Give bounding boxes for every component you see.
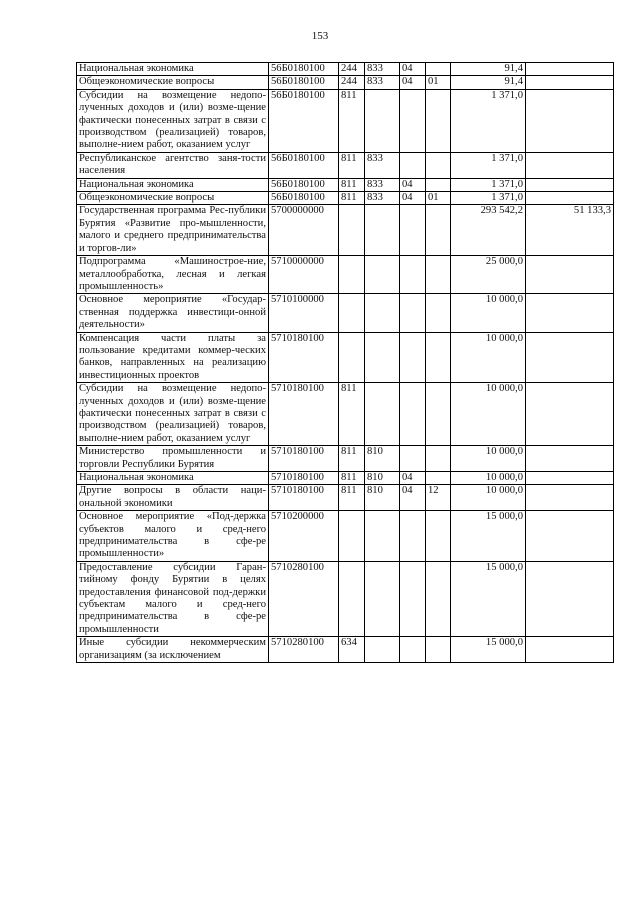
row-name-cell: Подпрограмма «Машинострое-ние, металлообработка, лесная и легкая промышленность»: [77, 256, 269, 294]
section-cell: [400, 511, 426, 562]
amount-cell: 25 000,0: [451, 256, 526, 294]
subsection-cell: [426, 332, 451, 383]
section-cell: [400, 256, 426, 294]
amount-extra-cell: [526, 511, 614, 562]
amount-extra-cell: [526, 192, 614, 205]
amount-cell: 15 000,0: [451, 511, 526, 562]
administrator-cell: [365, 561, 400, 636]
subsection-cell: [426, 383, 451, 446]
amount-cell: 91,4: [451, 76, 526, 89]
row-name-cell: Компенсация части платы за пользование кредитами коммер-ческих банков, направленных на реализацию инвестиционных проектов: [77, 332, 269, 383]
amount-cell: 15 000,0: [451, 561, 526, 636]
amount-cell: 15 000,0: [451, 637, 526, 663]
subsection-cell: 12: [426, 485, 451, 511]
section-cell: [400, 383, 426, 446]
table-row: [77, 561, 614, 636]
expense-type-cell: 634: [339, 637, 365, 663]
row-name-cell: Национальная экономика: [77, 178, 269, 191]
administrator-cell: 833: [365, 178, 400, 191]
row-name-cell: Национальная экономика: [77, 472, 269, 485]
row-name-cell: Основное мероприятие «Под-держка субъектов малого и сред-него предпринимательства в сфе-ре промышленности»: [77, 511, 269, 562]
amount-cell: 10 000,0: [451, 472, 526, 485]
administrator-cell: 810: [365, 472, 400, 485]
subsection-cell: [426, 511, 451, 562]
administrator-cell: 833: [365, 192, 400, 205]
administrator-cell: 833: [365, 63, 400, 76]
expense-type-cell: 811: [339, 472, 365, 485]
section-cell: 04: [400, 472, 426, 485]
subsection-cell: [426, 152, 451, 178]
target-article-cell: 5700000000: [269, 205, 339, 256]
table-row: [77, 89, 614, 152]
amount-cell: 1 371,0: [451, 192, 526, 205]
administrator-cell: [365, 89, 400, 152]
budget-table: [76, 62, 614, 663]
table-row: [77, 294, 614, 332]
target-article-cell: 5710100000: [269, 294, 339, 332]
expense-type-cell: 811: [339, 89, 365, 152]
amount-cell: 10 000,0: [451, 332, 526, 383]
amount-extra-cell: [526, 63, 614, 76]
expense-type-cell: 811: [339, 152, 365, 178]
table-row: [77, 383, 614, 446]
subsection-cell: [426, 561, 451, 636]
expense-type-cell: 244: [339, 76, 365, 89]
target-article-cell: 56Б0180100: [269, 192, 339, 205]
section-cell: [400, 205, 426, 256]
subsection-cell: [426, 205, 451, 256]
administrator-cell: [365, 383, 400, 446]
row-name-cell: Общеэкономические вопросы: [77, 76, 269, 89]
section-cell: [400, 152, 426, 178]
amount-cell: 10 000,0: [451, 383, 526, 446]
amount-extra-cell: [526, 76, 614, 89]
subsection-cell: [426, 446, 451, 472]
target-article-cell: 56Б0180100: [269, 76, 339, 89]
table-row: [77, 63, 614, 76]
amount-extra-cell: [526, 178, 614, 191]
expense-type-cell: [339, 294, 365, 332]
expense-type-cell: [339, 332, 365, 383]
expense-type-cell: [339, 205, 365, 256]
expense-type-cell: 811: [339, 192, 365, 205]
subsection-cell: [426, 256, 451, 294]
target-article-cell: 56Б0180100: [269, 63, 339, 76]
amount-cell: 1 371,0: [451, 178, 526, 191]
table-row: [77, 332, 614, 383]
table-row: [77, 485, 614, 511]
row-name-cell: Предоставление субсидии Гаран-тийному фонду Бурятии в целях предоставления финансовой под-держки субъектам малого и сред-него предпринимательства в сфе-ре промышленности: [77, 561, 269, 636]
subsection-cell: [426, 294, 451, 332]
row-name-cell: Основное мероприятие «Государ-ственная поддержка инвестици-онной деятельности»: [77, 294, 269, 332]
amount-extra-cell: 51 133,3: [526, 205, 614, 256]
subsection-cell: [426, 472, 451, 485]
amount-extra-cell: [526, 383, 614, 446]
row-name-cell: Общеэкономические вопросы: [77, 192, 269, 205]
expense-type-cell: [339, 511, 365, 562]
subsection-cell: [426, 63, 451, 76]
subsection-cell: [426, 637, 451, 663]
administrator-cell: 833: [365, 152, 400, 178]
amount-extra-cell: [526, 485, 614, 511]
target-article-cell: 56Б0180100: [269, 178, 339, 191]
row-name-cell: Субсидии на возмещение недопо-лученных доходов и (или) возме-щение фактически понесенных затрат в связи с производством (реализацией) товаров, выполне-нием работ, оказанием услуг: [77, 383, 269, 446]
amount-cell: 1 371,0: [451, 152, 526, 178]
amount-extra-cell: [526, 89, 614, 152]
section-cell: 04: [400, 192, 426, 205]
amount-extra-cell: [526, 256, 614, 294]
amount-cell: 10 000,0: [451, 446, 526, 472]
administrator-cell: [365, 256, 400, 294]
target-article-cell: 5710200000: [269, 511, 339, 562]
section-cell: [400, 446, 426, 472]
target-article-cell: 5710000000: [269, 256, 339, 294]
section-cell: [400, 89, 426, 152]
expense-type-cell: 811: [339, 485, 365, 511]
table-row: [77, 178, 614, 191]
section-cell: [400, 332, 426, 383]
administrator-cell: 810: [365, 485, 400, 511]
subsection-cell: [426, 89, 451, 152]
target-article-cell: 5710280100: [269, 637, 339, 663]
target-article-cell: 5710180100: [269, 446, 339, 472]
table-row: [77, 446, 614, 472]
administrator-cell: [365, 205, 400, 256]
section-cell: [400, 561, 426, 636]
section-cell: 04: [400, 485, 426, 511]
administrator-cell: [365, 511, 400, 562]
administrator-cell: 810: [365, 446, 400, 472]
subsection-cell: 01: [426, 76, 451, 89]
administrator-cell: [365, 637, 400, 663]
row-name-cell: Министерство промышленности и торговли Республики Бурятия: [77, 446, 269, 472]
target-article-cell: 5710180100: [269, 383, 339, 446]
row-name-cell: Иные субсидии некоммерческим организациям (за исключением: [77, 637, 269, 663]
target-article-cell: 56Б0180100: [269, 89, 339, 152]
amount-extra-cell: [526, 294, 614, 332]
amount-extra-cell: [526, 637, 614, 663]
expense-type-cell: 811: [339, 446, 365, 472]
table-row: [77, 256, 614, 294]
amount-extra-cell: [526, 332, 614, 383]
section-cell: [400, 294, 426, 332]
expense-type-cell: 244: [339, 63, 365, 76]
table-row: [77, 152, 614, 178]
subsection-cell: [426, 178, 451, 191]
section-cell: [400, 637, 426, 663]
administrator-cell: 833: [365, 76, 400, 89]
row-name-cell: Субсидии на возмещение недопо-лученных доходов и (или) возме-щение фактически понесенных затрат в связи с производством (реализацией) товаров, выполне-нием работ, оказанием услуг: [77, 89, 269, 152]
amount-extra-cell: [526, 446, 614, 472]
amount-cell: 1 371,0: [451, 89, 526, 152]
administrator-cell: [365, 332, 400, 383]
target-article-cell: 5710180100: [269, 332, 339, 383]
amount-extra-cell: [526, 152, 614, 178]
amount-cell: 91,4: [451, 63, 526, 76]
amount-extra-cell: [526, 472, 614, 485]
row-name-cell: Национальная экономика: [77, 63, 269, 76]
section-cell: 04: [400, 178, 426, 191]
section-cell: 04: [400, 76, 426, 89]
amount-cell: 10 000,0: [451, 294, 526, 332]
section-cell: 04: [400, 63, 426, 76]
target-article-cell: 5710180100: [269, 472, 339, 485]
expense-type-cell: [339, 256, 365, 294]
table-row: [77, 192, 614, 205]
expense-type-cell: 811: [339, 383, 365, 446]
table-row: [77, 472, 614, 485]
page-number: 153: [311, 30, 329, 42]
target-article-cell: 56Б0180100: [269, 152, 339, 178]
administrator-cell: [365, 294, 400, 332]
table-row: [77, 511, 614, 562]
table-row: [77, 76, 614, 89]
amount-cell: 293 542,2: [451, 205, 526, 256]
target-article-cell: 5710280100: [269, 561, 339, 636]
row-name-cell: Республиканское агентство заня-тости населения: [77, 152, 269, 178]
row-name-cell: Другие вопросы в области наци-ональной экономики: [77, 485, 269, 511]
expense-type-cell: [339, 561, 365, 636]
subsection-cell: 01: [426, 192, 451, 205]
amount-extra-cell: [526, 561, 614, 636]
target-article-cell: 5710180100: [269, 485, 339, 511]
table-row: [77, 205, 614, 256]
expense-type-cell: 811: [339, 178, 365, 191]
amount-cell: 10 000,0: [451, 485, 526, 511]
row-name-cell: Государственная программа Рес-публики Бурятия «Развитие про-мышленности, малого и среднего предпринимательства и торгов-ли»: [77, 205, 269, 256]
table-row: [77, 637, 614, 663]
